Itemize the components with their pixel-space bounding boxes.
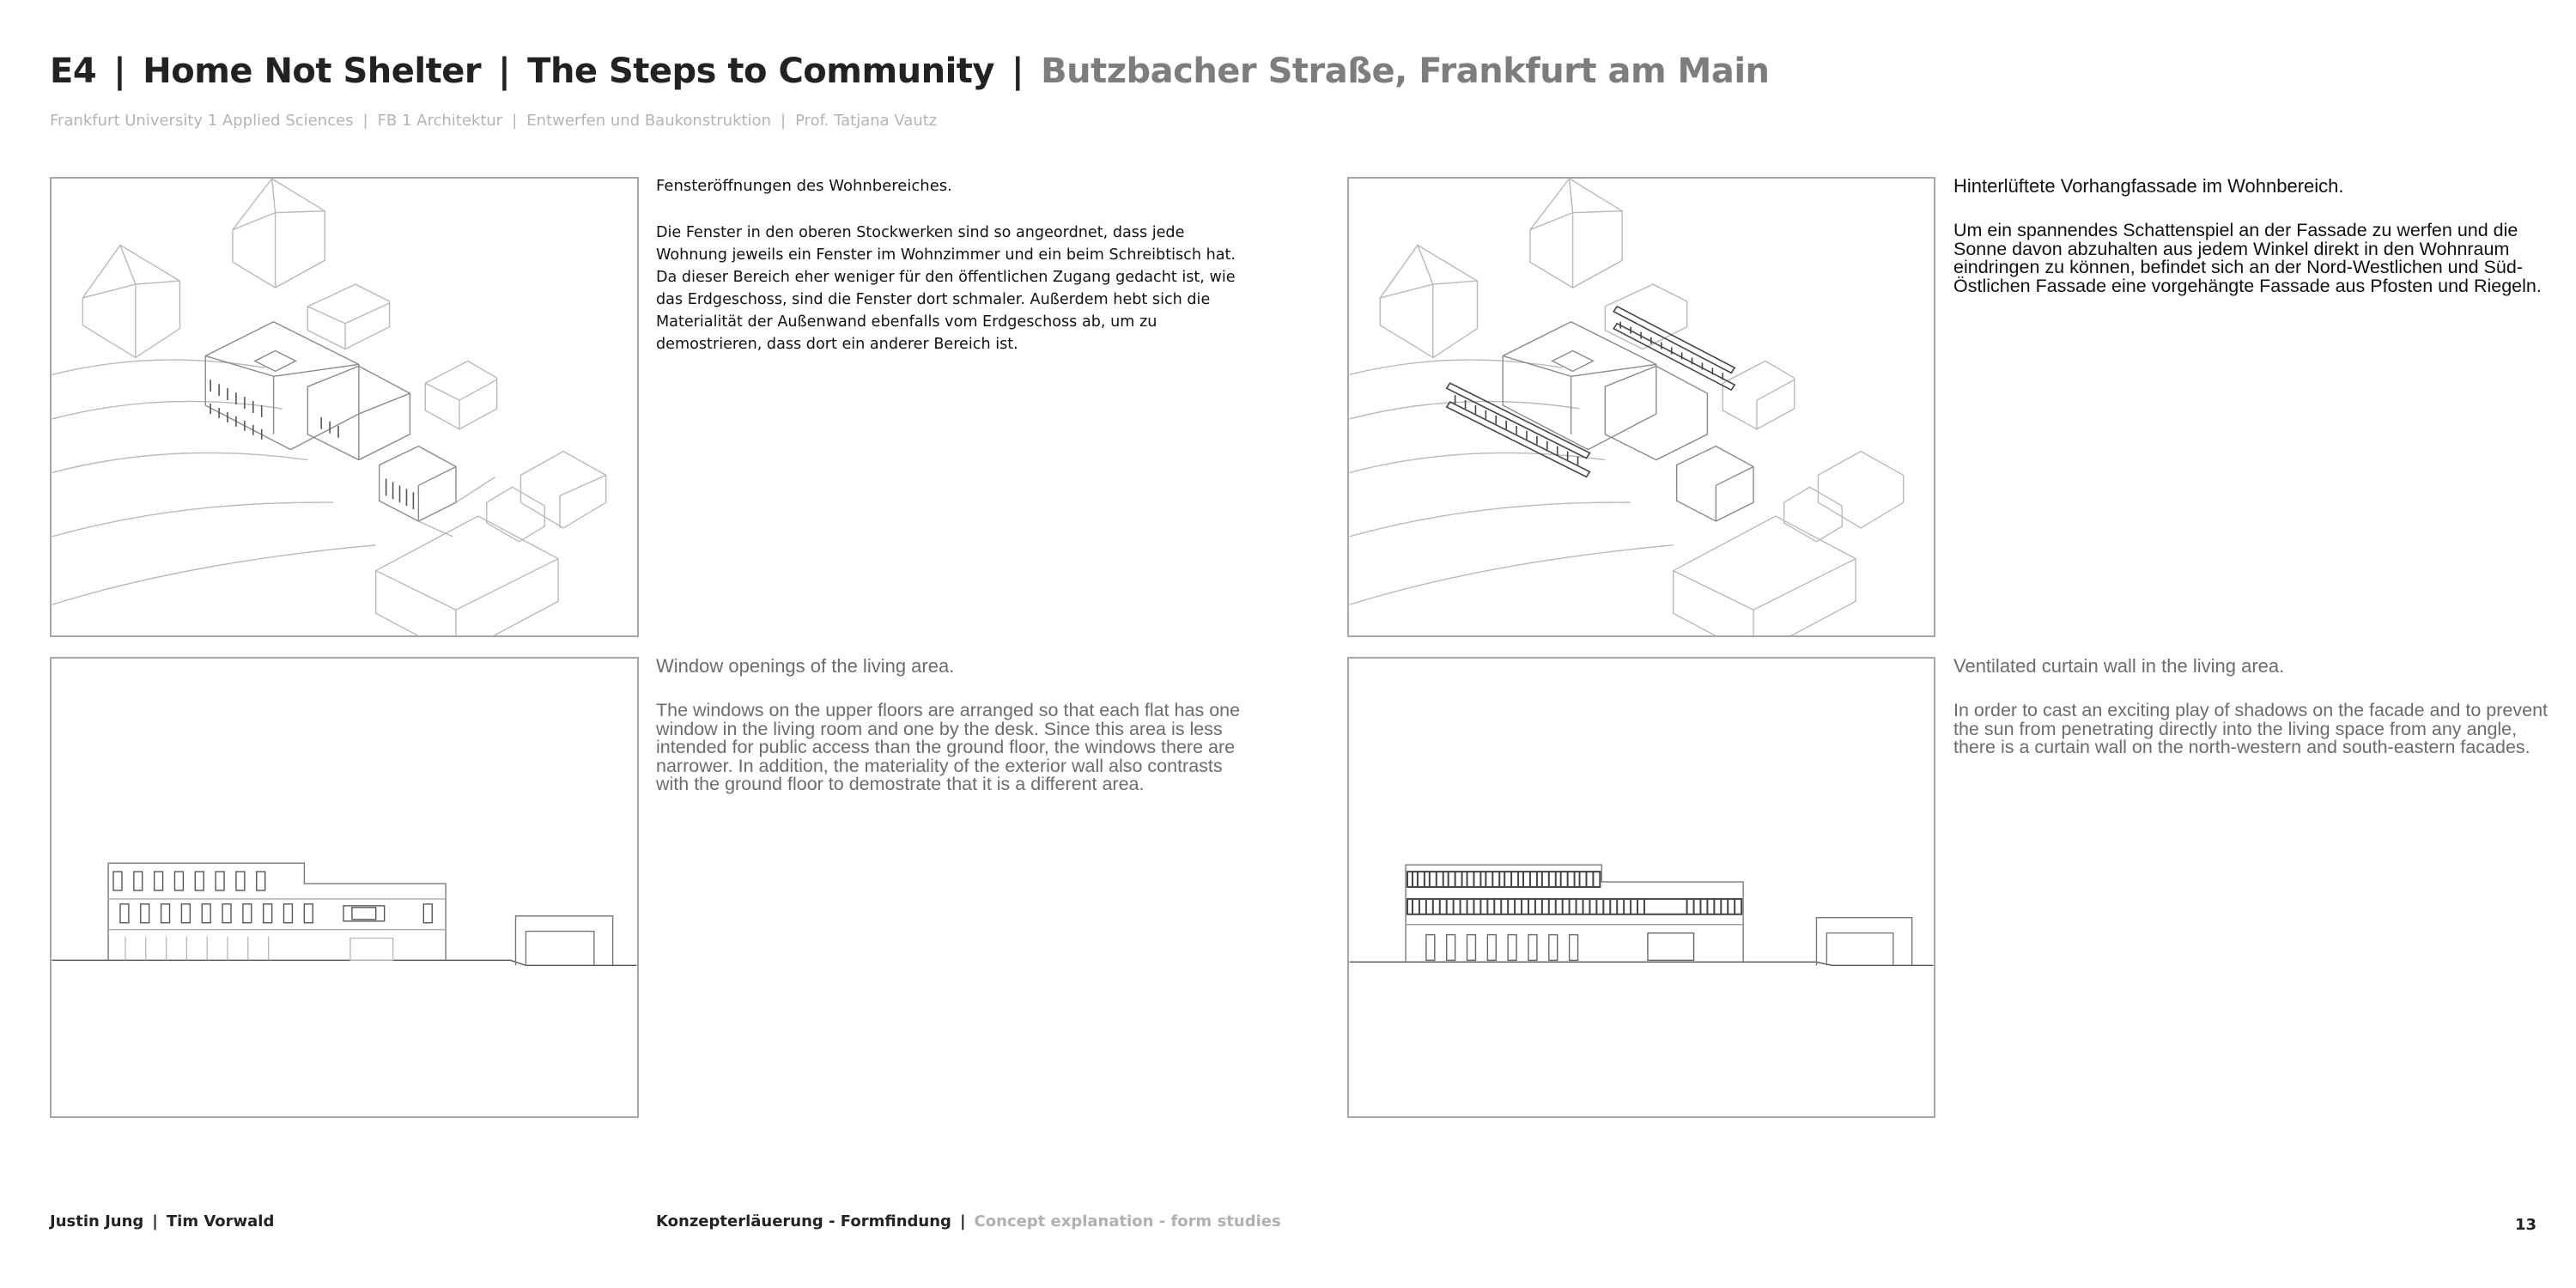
text-windows-en-heading: Window openings of the living area. [656,655,955,677]
footer-chapter: Konzepterläuerung - Formfindung | Concept explanation - form studies [656,1212,1281,1230]
text-facade-en-heading: Ventilated curtain wall in the living area. [1953,655,2285,677]
elevation-windows-drawing [50,657,639,1118]
subtitle-university: Frankfurt University 1 Applied Sciences [50,112,354,130]
title-location: Butzbacher Straße, Frankfurt am Main [1041,52,1770,91]
text-facade-de-heading: Hinterlüftete Vorhangfassade im Wohnbereich. [1953,175,2344,197]
text-facade-en-body: In order to cast an exciting play of shadows on the facade and to prevent the sun from penetrating directly into the living space from any angle, there is a curtain wall on the north-western and south-eastern facades. [1953,700,2549,757]
axonometric-windows-drawing [50,177,639,637]
page-number: 13 [2514,1216,2537,1234]
text-windows-en-body: The windows on the upper floors are arranged so that each flat has one window in the living room and one by the desk. Since this area is less intended for public access than the ground floor, the windows there are narrower. In addition, the materiality of the exterior wall also contrasts with the ground floor to demostrate that it is a different area. [656,700,1241,794]
elevation-facade-drawing [1347,657,1935,1118]
footer-chapter-en: Concept explanation - form studies [974,1212,1281,1230]
text-facade-de-body: Um ein spannendes Schattenspiel an der Fassade zu werfen und die Sonne davon abzuhalten aus jedem Winkel direkt in den Wohnraum eindringen zu können, befindet sich an der Nord-Westlichen und Süd-Östlichen Fassade eine vorgehängte Fassade aus Pfosten und Riegeln. [1953,220,2542,296]
text-windows-de-heading: Fensteröffnungen des Wohnbereiches. [656,177,952,195]
subtitle-course: Entwerfen und Baukonstruktion [526,112,771,130]
footer-authors: Justin Jung | Tim Vorwald [50,1212,275,1230]
subtitle-professor: Prof. Tatjana Vautz [795,112,938,130]
footer-author-2: Tim Vorwald [166,1212,275,1230]
title-code: E4 [50,52,97,91]
title-main: Home Not Shelter [143,52,482,91]
axonometric-facade-drawing [1347,177,1935,637]
subtitle-faculty: FB 1 Architektur [377,112,503,130]
text-facade-en [1953,655,2555,757]
footer-chapter-de: Konzepterläuerung - Formfindung [656,1212,951,1230]
title-theme: The Steps to Community [527,52,994,91]
text-windows-de [656,175,1257,355]
text-windows-en [656,655,1257,794]
text-windows-de-body: Die Fenster in den oberen Stockwerken sind so angeordnet, dass jede Wohnung jeweils ein Fenster im Wohnzimmer und ein beim Schreibtisch hat. Da dieser Bereich eher weniger für den öffentlichen Zugang gedacht ist, wie das Erdgeschoss, sind die Fenster dort schmaler. Außerdem hebt sich die Materialität der Außenwand ebenfalls vom Erdgeschoss ab, um zu demostrieren, dass dort ein anderer Bereich ist. [656,224,1236,353]
footer-author-1: Justin Jung [50,1212,144,1230]
subtitle: Frankfurt University 1 Applied Sciences | FB 1 Architektur | Entwerfen und Baukonstruktion | Prof. Tatjana Vautz [50,112,938,130]
text-facade-de [1953,175,2555,295]
page-title: E4 | Home Not Shelter | The Steps to Community | Butzbacher Straße, Frankfurt am Main [50,52,1770,91]
